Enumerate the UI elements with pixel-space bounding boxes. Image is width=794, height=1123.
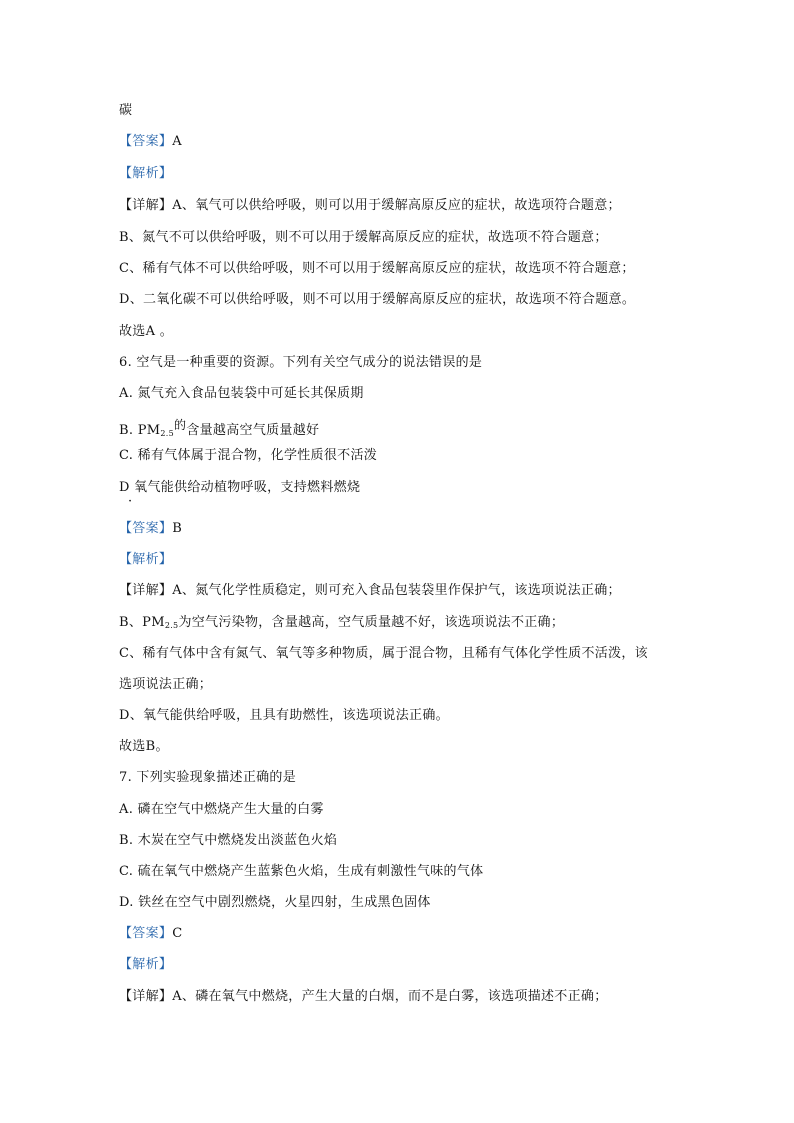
option-a: A. 磷在空气中燃烧产生大量的白雾 xyxy=(119,802,324,817)
analysis-tag: 【解析】 xyxy=(119,166,173,181)
analysis-tag: 【解析】 xyxy=(119,552,173,567)
answer-tag: 【答案】 xyxy=(119,134,173,149)
text-line: B、氮气不可以供给呼吸，则不可以用于缓解高原反应的症状，故选项不符合题意； xyxy=(119,230,608,245)
analysis-line xyxy=(119,955,172,975)
option-d: D 氧气能供给动植物呼吸，支持燃料燃烧 xyxy=(119,480,361,495)
text-line: D、二氧化碳不可以供给呼吸，则不可以用于缓解高原反应的症状，故选项不符合题意。 xyxy=(119,292,636,307)
analysis-line xyxy=(119,550,172,570)
option-b: B. 木炭在空气中燃烧发出淡蓝色火焰 xyxy=(119,833,338,848)
text-line: 选项说法正确； xyxy=(119,677,213,692)
analysis-tag: 【解析】 xyxy=(119,957,173,972)
detail-tag: 【详解】 xyxy=(119,989,173,1004)
text-line: B、$PM_{2.5}$为空气污染物，含量越高，空气质量越不好，该选项说法不正确； xyxy=(119,615,565,630)
analysis-line xyxy=(119,164,172,184)
detail-line: 【详解】A、氮气化学性质稳定，则可充入食品包装袋里作保护气，该选项说法正确； xyxy=(119,583,621,598)
option-d: D. 铁丝在空气中剧烈燃烧，火星四射，生成黑色固体 xyxy=(119,895,431,910)
detail-line: 【详解】A、磷在氧气中燃烧，产生大量的白烟，而不是白雾，该选项描述不正确； xyxy=(119,989,608,1004)
answer-tag: 【答案】 xyxy=(119,926,173,941)
option-b: B. $PM_{2.5}$的含量越高空气质量越好 xyxy=(119,418,320,438)
question-6: 6. 空气是一种重要的资源。下列有关空气成分的说法错误的是 xyxy=(119,355,483,370)
option-a: A. 氮气充入食品包装袋中可延长其保质期 xyxy=(119,386,364,401)
stray-dot: · xyxy=(128,494,133,509)
detail-tag: 【详解】 xyxy=(119,198,173,213)
text-line: 碳 xyxy=(119,103,133,118)
question-7: 7. 下列实验现象描述正确的是 xyxy=(119,770,297,785)
text-line: C、稀有气体中含有氮气、氧气等多种物质，属于混合物，且稀有气体化学性质不活泼，该 xyxy=(119,646,648,661)
text-line: 故选A 。 xyxy=(119,324,174,339)
answer-tag: 【答案】 xyxy=(119,521,173,536)
detail-tag: 【详解】 xyxy=(119,583,173,598)
answer-line: 【答案】C xyxy=(119,926,183,941)
option-c: C. 硫在氧气中燃烧产生蓝紫色火焰，生成有刺激性气味的气体 xyxy=(119,864,484,879)
text-line: 故选B。 xyxy=(119,739,169,754)
option-c: C. 稀有气体属于混合物，化学性质很不活泼 xyxy=(119,448,378,463)
answer-line: 【答案】B xyxy=(119,521,183,536)
detail-line: 【详解】A、氧气可以供给呼吸，则可以用于缓解高原反应的症状，故选项符合题意； xyxy=(119,198,621,213)
text-line: C、稀有气体不可以供给呼吸，则不可以用于缓解高原反应的症状，故选项不符合题意； xyxy=(119,261,635,276)
text-line: D、氧气能供给呼吸，且具有助燃性，该选项说法正确。 xyxy=(119,708,449,723)
answer-line: 【答案】A xyxy=(119,134,182,149)
